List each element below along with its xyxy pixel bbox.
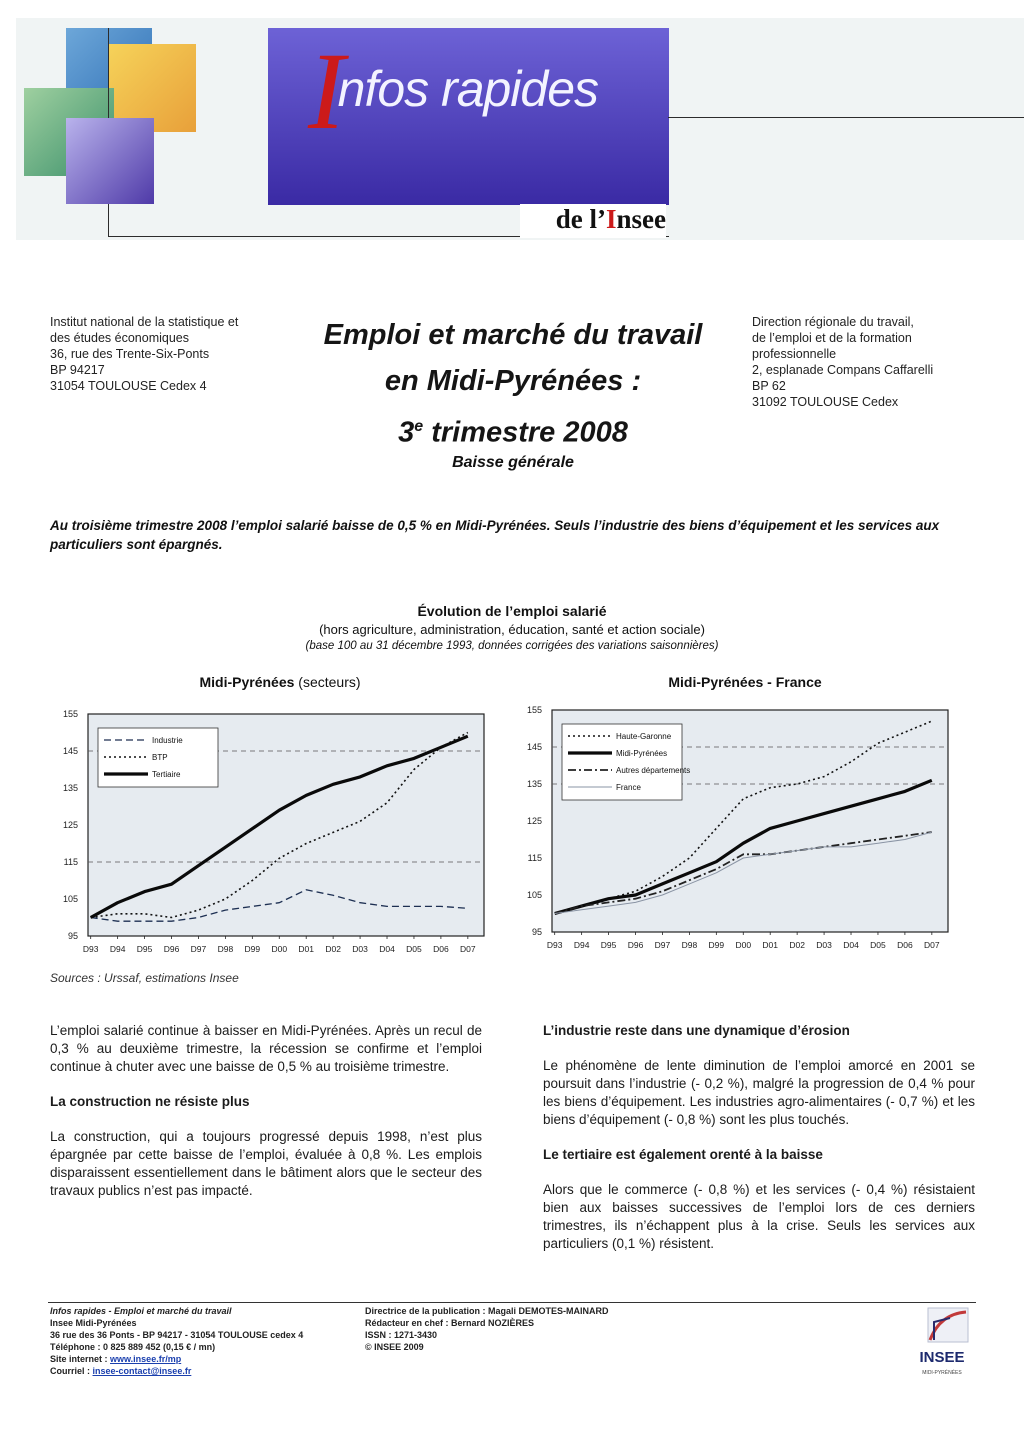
x-tick-label: D93 [546, 940, 563, 950]
x-tick-label: D01 [298, 944, 315, 954]
x-tick-label: D98 [681, 940, 698, 950]
x-tick-label: D04 [379, 944, 395, 954]
paragraph: Le phénomène de lente diminution de l’emploi amorcé en 2001 se poursuit dans l’industrie (- 0,2 %), malgré la progression de 0,4 % pour les biens d’équipement. Les industries agro-alimentaires (- 0,7 %) et les biens d’équipement (- 0,8 %) sont les plus touchés. [543, 1058, 975, 1127]
x-tick-label: D93 [82, 944, 99, 954]
section-heading: L’industrie reste dans une dynamique d’érosion [543, 1023, 850, 1038]
x-tick-label: D02 [325, 944, 341, 954]
x-tick-label: D98 [217, 944, 234, 954]
y-tick-label: 105 [62, 894, 78, 904]
legend-label: Industrie [152, 736, 183, 745]
paragraph: Alors que le commerce (- 0,8 %) et les services (- 0,4 %) résistaient bien aux baisses successives de l’emploi lors de ces derniers trimestres, ils n’échappent plus à la crise. Seuls les services aux particuliers (0,1 %) résistent. [543, 1182, 975, 1251]
publication-publisher: de l’Insee [520, 204, 666, 238]
y-tick-label: 125 [62, 820, 78, 830]
y-tick-label: 145 [526, 742, 542, 752]
x-tick-label: D07 [924, 940, 940, 950]
y-tick-label: 155 [62, 709, 78, 719]
x-tick-label: D01 [762, 940, 779, 950]
y-tick-label: 115 [527, 853, 542, 863]
x-tick-label: D06 [897, 940, 913, 950]
section-heading: Le tertiaire est également orenté à la baisse [543, 1147, 823, 1162]
footer-publication-info: Directrice de la publication : Magali DEMOTES-MAINARD Rédacteur en chef : Bernard NOZIÈRES ISSN : 1271-3430 © INSEE 2009 [365, 1306, 609, 1352]
y-tick-label: 155 [526, 705, 542, 715]
direccte-address: Direction régionale du travail, de l’emploi et de la formation professionnelle 2, esplanade Compans Caffarelli BP 62 31092 TOULOUSE Cedex [752, 315, 934, 409]
lead-paragraph: Au troisième trimestre 2008 l’emploi salarié baisse de 0,5 % en Midi-Pyrénées. Seuls l’industrie des biens d’équipement et les services aux particuliers sont épargnés. [50, 518, 940, 552]
x-tick-label: D02 [789, 940, 805, 950]
y-tick-label: 135 [62, 783, 78, 793]
y-tick-label: 95 [531, 927, 542, 937]
section-heading: La construction ne résiste plus [50, 1094, 250, 1109]
x-tick-label: D94 [573, 940, 590, 950]
insee-logo [910, 1306, 974, 1378]
legend-label: BTP [152, 753, 168, 762]
y-tick-label: 145 [62, 746, 78, 756]
x-tick-label: D00 [735, 940, 752, 950]
figure-sources: Sources : Urssaf, estimations Insee [50, 971, 239, 985]
footer-colophon: Infos rapides - Emploi et marché du travail Insee Midi-Pyrénées 36 rue des 36 Ponts - BP 94217 - 31054 TOULOUSE cedex 4 Téléphone : 0 825 889 452 (0,15 € / mn) Site internet : www.insee.fr/mp Courriel : insee-contact@insee.fr [50, 1306, 304, 1376]
chart-1-title: Midi-Pyrénées (secteurs) [199, 674, 361, 690]
y-tick-label: 95 [67, 931, 78, 941]
figure-title: Évolution de l’emploi salarié [417, 603, 607, 619]
x-tick-label: D97 [190, 944, 207, 954]
y-tick-label: 135 [526, 779, 542, 789]
page-subtitle: Baisse générale [452, 454, 574, 471]
x-tick-label: D95 [600, 940, 617, 950]
x-tick-label: D96 [163, 944, 180, 954]
x-tick-label: D04 [843, 940, 859, 950]
y-tick-label: 105 [526, 890, 542, 900]
x-tick-label: D07 [460, 944, 476, 954]
x-tick-label: D99 [244, 944, 261, 954]
x-tick-label: D06 [433, 944, 449, 954]
page-title: Emploi et marché du travail en Midi-Pyrénées : 3e trimestre 2008 [323, 319, 703, 449]
insee-address: Institut national de la statistique et des études économiques 36, rue des Trente-Six-Ponts BP 94217 31054 TOULOUSE Cedex 4 [50, 315, 239, 393]
y-tick-label: 115 [63, 857, 78, 867]
x-tick-label: D97 [654, 940, 671, 950]
y-tick-label: 125 [526, 816, 542, 826]
footer-divider [48, 1302, 976, 1303]
article-left-column [50, 1022, 482, 1217]
article-right-column [543, 1022, 975, 1270]
email-link[interactable]: insee-contact@insee.fr [92, 1366, 192, 1376]
paragraph: La construction, qui a toujours progressé depuis 1998, n’est plus épargnée par cette baisse de l’emploi, évaluée à 0,8 %. Les emplois disparaissent essentiellement dans le bâtiment alors que le secteur des travaux publics n’est pas impacté. [50, 1129, 482, 1198]
legend-label: Tertiaire [152, 770, 181, 779]
logo-square-purple [66, 118, 154, 204]
legend-label: Midi-Pyrénées [616, 749, 668, 758]
x-tick-label: D03 [352, 944, 368, 954]
x-tick-label: D05 [406, 944, 422, 954]
x-tick-label: D00 [271, 944, 288, 954]
legend-label: France [616, 783, 641, 792]
x-tick-label: D95 [136, 944, 153, 954]
paragraph: L’emploi salarié continue à baisser en Midi-Pyrénées. Après un recul de 0,3 % au deuxième trimestre, la récession se confirme et l’emploi continue à chuter avec une baisse de 0,5 % au troisième trimestre. [50, 1023, 482, 1074]
figure-note: (base 100 au 31 décembre 1993, données corrigées des variations saisonnières) [305, 640, 719, 652]
chart-midi-pyrenees-france [512, 694, 962, 962]
figure-subtitle: (hors agriculture, administration, éducation, santé et action sociale) [319, 622, 705, 637]
banner-divider [668, 117, 1024, 118]
x-tick-label: D99 [708, 940, 725, 950]
website-link[interactable]: www.insee.fr/mp [110, 1354, 182, 1364]
x-tick-label: D96 [627, 940, 644, 950]
chart-midi-pyrenees-secteurs [48, 698, 498, 966]
publication-title: Infos rapides [308, 30, 599, 152]
x-tick-label: D05 [870, 940, 886, 950]
x-tick-label: D03 [816, 940, 832, 950]
legend-label: Haute-Garonne [616, 732, 672, 741]
x-tick-label: D94 [109, 944, 126, 954]
legend-label: Autres départements [616, 766, 691, 775]
logo-subtext: MIDI-PYRÉNÉES [922, 1370, 962, 1376]
logo-text: INSEE [919, 1349, 965, 1366]
chart-2-title: Midi-Pyrénées - France [668, 674, 822, 690]
